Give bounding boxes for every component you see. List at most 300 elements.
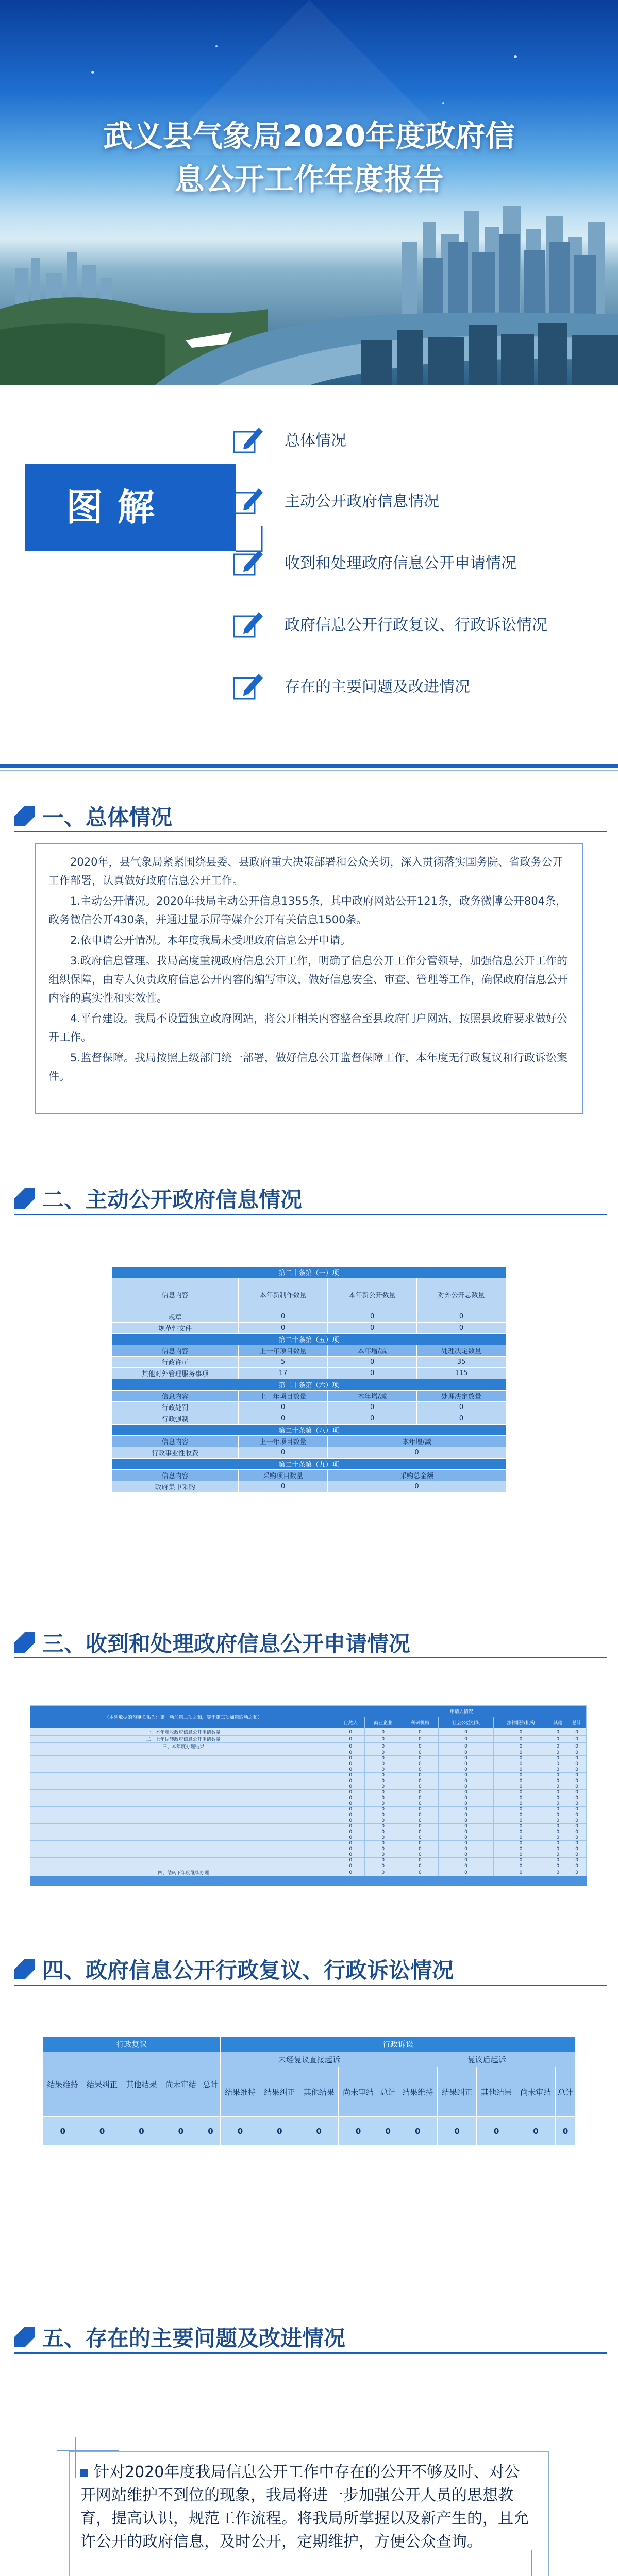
table-col-header: 结果纠正 xyxy=(438,2067,477,2117)
table-col-header: 上一年项目数量 xyxy=(239,1391,328,1402)
table-row xyxy=(30,1743,587,1750)
table-row xyxy=(30,1773,587,1778)
table-cell: 0 xyxy=(299,2117,339,2146)
table-group-header: 第二十条第（五）项 xyxy=(112,1334,506,1345)
table-cell: 0 xyxy=(493,1756,548,1761)
table-cell: 0 xyxy=(364,1728,402,1736)
table-cell: 0 xyxy=(402,1835,439,1841)
table-cell: 0 xyxy=(567,1812,587,1818)
table-cell: 0 xyxy=(337,1743,364,1750)
table-cell: 0 xyxy=(402,1863,439,1869)
table-cell: 0 xyxy=(567,1824,587,1829)
table-cell: 0 xyxy=(201,2117,221,2146)
table-row xyxy=(30,1852,587,1858)
applications-table-grid xyxy=(30,1705,587,1876)
toc-item-applications[interactable] xyxy=(232,546,516,577)
divider xyxy=(0,764,618,768)
table-cell: 0 xyxy=(548,1835,567,1841)
table-cell: 0 xyxy=(439,1818,494,1824)
section-badge-icon xyxy=(14,2327,35,2347)
table-cell: 0 xyxy=(493,1773,548,1778)
overview-paragraph: 4.平台建设。我局不设置独立政府网站，将公开相关内容整合至县政府门户网站，按照县政府要求做好公开工作。 xyxy=(48,1012,568,1043)
table-col-header: 总计 xyxy=(378,2067,398,2117)
table-cell: 规章 xyxy=(112,1311,239,1323)
toc-item-label: 主动公开政府信息情况 xyxy=(285,493,439,511)
table-cell: 0 xyxy=(364,1761,402,1767)
table-group-header: 行政诉讼 xyxy=(221,2037,576,2052)
table-cell: 0 xyxy=(417,1402,506,1413)
section-title: 一、总体情况 xyxy=(42,805,173,830)
table-row-label xyxy=(30,1773,337,1778)
divider xyxy=(0,770,618,771)
section-rule xyxy=(14,831,607,832)
table-cell: 0 xyxy=(402,1841,439,1846)
table-cell: 0 xyxy=(328,1323,417,1334)
table-cell: 0 xyxy=(364,1790,402,1795)
table-cell: 115 xyxy=(417,1368,506,1379)
table-cell: 0 xyxy=(439,1767,494,1773)
table-cell: 0 xyxy=(493,1807,548,1812)
table-row xyxy=(30,1824,587,1829)
table-cell: 0 xyxy=(328,1368,417,1379)
table-cell: 行政强制 xyxy=(112,1413,239,1425)
table-cell: 0 xyxy=(337,1852,364,1858)
table-col-header: 上一年项目数量 xyxy=(239,1345,328,1357)
table-cell: 0 xyxy=(493,1841,548,1846)
section-rule xyxy=(14,1214,607,1215)
table-row-label xyxy=(30,1818,337,1824)
table-cell: 0 xyxy=(337,1778,364,1784)
table-col-header: 采购项目数量 xyxy=(239,1470,328,1481)
table-cell: 政府集中采购 xyxy=(112,1481,239,1493)
table-row xyxy=(30,1846,587,1852)
table-cell: 0 xyxy=(337,1869,364,1876)
report-title xyxy=(0,114,618,201)
table-row-label xyxy=(30,1858,337,1863)
table-cell: 行政处罚 xyxy=(112,1402,239,1413)
table-cell: 5 xyxy=(239,1357,328,1368)
table-cell: 0 xyxy=(402,1824,439,1829)
table-col-header: 信息内容 xyxy=(112,1345,239,1357)
review-litigation-table xyxy=(43,2036,576,2146)
table-cell: 0 xyxy=(221,2117,260,2146)
table-cell: 0 xyxy=(439,1728,494,1736)
table-row-label xyxy=(30,1801,337,1807)
table-row xyxy=(30,1778,587,1784)
table-cell: 0 xyxy=(493,1846,548,1852)
table-cell: 0 xyxy=(364,1841,402,1846)
table-cell: 0 xyxy=(337,1846,364,1852)
section-rule xyxy=(14,2352,607,2354)
table-cell: 0 xyxy=(548,1795,567,1801)
section-badge-icon xyxy=(14,806,35,826)
table-col-header: 其他结果 xyxy=(299,2067,339,2117)
table-cell: 0 xyxy=(567,1728,587,1736)
table-cell: 0 xyxy=(402,1790,439,1795)
table-col-header: 未经复议直接起诉 xyxy=(221,2052,398,2067)
table-col-header: 总计 xyxy=(201,2052,221,2117)
overview-paragraph: 3.政府信息管理。我局高度重视政府信息公开工作，明确了信息公开工作分管领导，加强信息公开工作的组织保障，由专人负责政府信息公开内容的编写审议，做好信息安全、审查、管理等工作，确保政府信息公开内容的真实性和实效性。 xyxy=(48,955,568,1004)
table-cell: 0 xyxy=(567,1756,587,1761)
table-cell: 0 xyxy=(567,1778,587,1784)
section-badge-icon xyxy=(14,1188,35,1209)
table-cell: 0 xyxy=(548,1756,567,1761)
table-cell: 0 xyxy=(239,1481,328,1493)
table-cell: 0 xyxy=(364,1767,402,1773)
table-cell: 0 xyxy=(567,1795,587,1801)
table-cell: 0 xyxy=(82,2117,122,2146)
table-cell: 0 xyxy=(402,1784,439,1790)
table-cell: 0 xyxy=(402,1852,439,1858)
table-cell: 0 xyxy=(567,1790,587,1795)
table-cell: 0 xyxy=(548,1728,567,1736)
table-col-header: 上一年项目数量 xyxy=(239,1436,328,1447)
table-cell: 0 xyxy=(439,1869,494,1876)
table-row xyxy=(30,1756,587,1761)
table-cell: 0 xyxy=(493,1790,548,1795)
toc-item-overview[interactable] xyxy=(232,423,346,454)
table-cell: 0 xyxy=(548,1736,567,1743)
table-cell: 0 xyxy=(548,1807,567,1812)
toc-item-review-litigation[interactable] xyxy=(232,608,547,639)
table-row-label xyxy=(30,1835,337,1841)
table-cell: 0 xyxy=(364,1835,402,1841)
table-col-header: 结果纠正 xyxy=(260,2067,299,2117)
table-cell: 0 xyxy=(337,1807,364,1812)
section-badge-icon xyxy=(14,1632,35,1653)
table-cell: 0 xyxy=(417,1311,506,1323)
table-cell: 0 xyxy=(239,1323,328,1334)
table-cell: 0 xyxy=(439,1835,494,1841)
table-col-header: 总计 xyxy=(556,2067,576,2117)
section-badge-icon xyxy=(14,1959,35,1979)
table-cell: 0 xyxy=(364,1736,402,1743)
table-cell: 0 xyxy=(548,1829,567,1835)
table-cell: 0 xyxy=(337,1790,364,1795)
table-cell: 0 xyxy=(417,1323,506,1334)
table-cell: 0 xyxy=(402,1829,439,1835)
table-col-header: （本列数据的勾稽关系为：第一项加第二项之和，等于第三项加第四项之和） xyxy=(30,1706,337,1728)
table-cell: 0 xyxy=(567,1773,587,1778)
table-cell: 0 xyxy=(364,1869,402,1876)
table-cell: 0 xyxy=(328,1413,417,1425)
table-cell: 0 xyxy=(364,1818,402,1824)
table-col-header: 结果纠正 xyxy=(82,2052,122,2117)
table-cell: 0 xyxy=(260,2117,299,2146)
table-col-header: 对外公开总数量 xyxy=(417,1278,506,1311)
table-cell: 0 xyxy=(477,2117,516,2146)
table-cell: 0 xyxy=(402,1736,439,1743)
table-col-header: 其他结果 xyxy=(122,2052,161,2117)
table-cell: 0 xyxy=(548,1767,567,1773)
table-col-header: 法律服务机构 xyxy=(493,1717,548,1728)
table-cell: 0 xyxy=(548,1852,567,1858)
table-cell: 0 xyxy=(567,1829,587,1835)
section-header-problems xyxy=(14,2321,345,2352)
table-cell: 0 xyxy=(439,1852,494,1858)
table-col-header: 本年增/减 xyxy=(328,1391,417,1402)
table-row-label xyxy=(30,1852,337,1858)
table-cell: 0 xyxy=(567,1743,587,1750)
table-cell: 0 xyxy=(548,1824,567,1829)
table-cell: 0 xyxy=(548,1841,567,1846)
table-cell: 0 xyxy=(567,1761,587,1767)
table-row xyxy=(30,1761,587,1767)
table-cell: 0 xyxy=(567,1846,587,1852)
table-row xyxy=(30,1807,587,1812)
table-cell: 0 xyxy=(493,1750,548,1756)
table-cell: 0 xyxy=(548,1863,567,1869)
section-title: 四、政府信息公开行政复议、行政诉讼情况 xyxy=(42,1958,454,1983)
toc-item-label: 政府信息公开行政复议、行政诉讼情况 xyxy=(285,616,547,634)
table-row xyxy=(30,1858,587,1863)
table-cell: 0 xyxy=(364,1795,402,1801)
table-cell: 0 xyxy=(567,1852,587,1858)
table-cell: 0 xyxy=(567,1807,587,1812)
table-cell: 0 xyxy=(364,1784,402,1790)
table-cell: 0 xyxy=(43,2117,82,2146)
table-row-label xyxy=(30,1750,337,1756)
table-row xyxy=(30,1829,587,1835)
table-cell: 0 xyxy=(567,1818,587,1824)
table-col-header: 结果维持 xyxy=(398,2067,437,2117)
table-col-header: 复议后起诉 xyxy=(398,2052,575,2067)
table-cell: 0 xyxy=(402,1767,439,1773)
table-cell: 0 xyxy=(493,1812,548,1818)
table-cell: 0 xyxy=(364,1863,402,1869)
table-cell: 0 xyxy=(548,1743,567,1750)
table-cell: 0 xyxy=(337,1812,364,1818)
table-cell: 0 xyxy=(439,1841,494,1846)
table-cell: 0 xyxy=(398,2117,437,2146)
table-cell: 0 xyxy=(548,1773,567,1778)
table-cell: 0 xyxy=(364,1778,402,1784)
problems-paragraph: 针对2020年度我局信息公开工作中存在的公开不够及时、对公开网站维护不到位的现象，我局将进一步加强公开人员的思想教育，提高认识，规范工作流程。将我局所掌握以及新产生的，且允许公开的政府信息，及时公开，定期维护，方便公众查询。 xyxy=(80,2463,529,2551)
table-cell: 0 xyxy=(337,1736,364,1743)
table-row-label xyxy=(30,1829,337,1835)
table-row xyxy=(30,1795,587,1801)
section-title: 三、收到和处理政府信息公开申请情况 xyxy=(42,1631,411,1656)
table-cell: 0 xyxy=(328,1357,417,1368)
section-title: 二、主动公开政府信息情况 xyxy=(42,1187,303,1212)
table-row-label: 三、本年度办理结果 xyxy=(30,1743,337,1750)
table-cell: 0 xyxy=(439,1829,494,1835)
table-cell: 0 xyxy=(439,1743,494,1750)
table-cell: 0 xyxy=(364,1807,402,1812)
table-cell: 0 xyxy=(239,1447,328,1459)
table-col-header: 其他结果 xyxy=(477,2067,516,2117)
table-cell: 0 xyxy=(567,1841,587,1846)
table-cell: 0 xyxy=(439,1863,494,1869)
table-col-header: 尚未审结 xyxy=(516,2067,555,2117)
table-cell: 0 xyxy=(337,1767,364,1773)
table-row-label xyxy=(30,1767,337,1773)
table-cell: 0 xyxy=(337,1756,364,1761)
table-cell: 0 xyxy=(493,1818,548,1824)
table-cell: 0 xyxy=(439,1784,494,1790)
table-cell: 0 xyxy=(516,2117,555,2146)
table-cell: 0 xyxy=(402,1812,439,1818)
table-group-header: 行政复议 xyxy=(43,2037,221,2052)
hero-banner xyxy=(0,0,618,385)
table-cell: 行政许可 xyxy=(112,1357,239,1368)
table-cell: 0 xyxy=(439,1736,494,1743)
toc-item-label: 存在的主要问题及改进情况 xyxy=(285,678,470,696)
table-cell: 0 xyxy=(364,1858,402,1863)
table-cell: 0 xyxy=(567,1858,587,1863)
table-cell: 0 xyxy=(337,1829,364,1835)
table-cell: 0 xyxy=(402,1869,439,1876)
toc-item-problems[interactable] xyxy=(232,670,470,701)
table-cell: 0 xyxy=(439,1756,494,1761)
table-row xyxy=(30,1863,587,1869)
table-cell: 0 xyxy=(439,1778,494,1784)
table-cell: 0 xyxy=(493,1736,548,1743)
table-cell: 0 xyxy=(402,1801,439,1807)
overview-text-box xyxy=(35,843,583,1114)
section-header-active-disclosure xyxy=(14,1183,302,1214)
table-cell: 0 xyxy=(328,1481,506,1493)
table-group-header: 第二十条第（一）项 xyxy=(112,1267,506,1278)
table-row-label xyxy=(30,1795,337,1801)
report-title-line-1: 武义县气象局2020年度政府信 xyxy=(103,118,515,154)
table-cell: 0 xyxy=(122,2117,161,2146)
table-cell: 0 xyxy=(402,1750,439,1756)
toc-item-active-disclosure[interactable] xyxy=(232,484,439,515)
table-cell: 0 xyxy=(439,1750,494,1756)
table-col-header: 尚未审结 xyxy=(339,2067,378,2117)
table-cell: 0 xyxy=(493,1728,548,1736)
pen-icon xyxy=(232,423,266,454)
active-disclosure-table xyxy=(111,1266,506,1493)
table-cell: 0 xyxy=(493,1778,548,1784)
table-cell: 0 xyxy=(548,1790,567,1795)
table-cell: 0 xyxy=(567,1869,587,1876)
table-cell: 0 xyxy=(337,1795,364,1801)
table-row xyxy=(30,1784,587,1790)
table-cell: 0 xyxy=(439,1795,494,1801)
table-row xyxy=(30,1812,587,1818)
table-row-label xyxy=(30,1790,337,1795)
table-cell: 0 xyxy=(364,1829,402,1835)
table-row-label xyxy=(30,1841,337,1846)
table-col-header: 信息内容 xyxy=(112,1391,239,1402)
table-cell: 0 xyxy=(161,2117,201,2146)
table-row-label xyxy=(30,1784,337,1790)
pen-icon xyxy=(232,484,266,515)
table-cell: 0 xyxy=(337,1858,364,1863)
table-cell: 0 xyxy=(364,1743,402,1750)
table-cell: 0 xyxy=(548,1761,567,1767)
table-cell: 0 xyxy=(364,1750,402,1756)
table-cell: 0 xyxy=(337,1801,364,1807)
table-cell: 0 xyxy=(328,1402,417,1413)
table-group-header: 第二十条第（六）项 xyxy=(112,1379,506,1391)
table-cell: 0 xyxy=(548,1869,567,1876)
table-row-label xyxy=(30,1824,337,1829)
table-row xyxy=(30,1728,587,1736)
problems-text xyxy=(80,2461,534,2553)
table-cell: 17 xyxy=(239,1368,328,1379)
table-cell: 0 xyxy=(337,1841,364,1846)
table-cell: 0 xyxy=(439,1858,494,1863)
table-cell: 0 xyxy=(328,1311,417,1323)
table-cell: 0 xyxy=(548,1818,567,1824)
table-cell: 0 xyxy=(548,1801,567,1807)
table-cell: 0 xyxy=(337,1784,364,1790)
table-cell: 0 xyxy=(567,1736,587,1743)
table-col-header: 本年新公开数量 xyxy=(328,1278,417,1311)
table-cell: 0 xyxy=(337,1761,364,1767)
table-cell: 0 xyxy=(493,1852,548,1858)
table-col-header: 信息内容 xyxy=(112,1278,239,1311)
table-cell: 0 xyxy=(493,1835,548,1841)
table-row xyxy=(30,1790,587,1795)
table-cell: 0 xyxy=(402,1858,439,1863)
table-row xyxy=(30,1835,587,1841)
toc-frame-decoration xyxy=(25,464,267,562)
table-col-header: 总计 xyxy=(567,1717,587,1728)
table-row-label xyxy=(30,1846,337,1852)
table-cell: 0 xyxy=(239,1402,328,1413)
table-cell: 0 xyxy=(402,1773,439,1778)
table-group-header: 第二十条第（九）项 xyxy=(112,1459,506,1470)
table-row-label: 一、本年新收政府信息公开申请数量 xyxy=(30,1728,337,1736)
toc-item-label: 收到和处理政府信息公开申请情况 xyxy=(285,554,516,572)
table-cell: 0 xyxy=(364,1773,402,1778)
table-cell: 0 xyxy=(364,1812,402,1818)
applications-table xyxy=(30,1705,587,1886)
table-cell: 0 xyxy=(402,1743,439,1750)
table-col-header: 信息内容 xyxy=(112,1470,239,1481)
table-cell: 0 xyxy=(364,1846,402,1852)
table-cell: 0 xyxy=(493,1767,548,1773)
report-title-line-2: 息公开工作年度报告 xyxy=(174,162,444,197)
table-cell: 0 xyxy=(337,1863,364,1869)
table-cell: 0 xyxy=(402,1795,439,1801)
table-cell: 0 xyxy=(567,1801,587,1807)
table-cell: 0 xyxy=(567,1784,587,1790)
table-cell: 35 xyxy=(417,1357,506,1368)
table-col-header: 自然人 xyxy=(337,1717,364,1728)
table-cell: 0 xyxy=(402,1818,439,1824)
overview-paragraph: 2.依申请公开情况。本年度我局未受理政府信息公开申请。 xyxy=(70,934,352,946)
table-cell: 0 xyxy=(548,1750,567,1756)
table-cell: 0 xyxy=(438,2117,477,2146)
table-cell: 0 xyxy=(337,1835,364,1841)
table-cell: 0 xyxy=(364,1824,402,1829)
table-cell: 0 xyxy=(493,1761,548,1767)
toc-label: 图解 xyxy=(25,464,236,551)
table-cell: 0 xyxy=(493,1784,548,1790)
section-header-review-litigation xyxy=(14,1954,454,1985)
table-cell: 0 xyxy=(493,1795,548,1801)
overview-paragraph: 5.监督保障。我局按照上级部门统一部署，做好信息公开监督保障工作，本年度无行政复议和行政诉讼案件。 xyxy=(48,1052,568,1082)
table-cell: 0 xyxy=(402,1728,439,1736)
table-row-label xyxy=(30,1807,337,1812)
table-row-label: 二、上年结转政府信息公开申请数量 xyxy=(30,1736,337,1743)
table-col-header: 结果维持 xyxy=(221,2067,260,2117)
table-row xyxy=(30,1736,587,1743)
table-cell: 0 xyxy=(439,1773,494,1778)
section-header-applications xyxy=(14,1627,410,1658)
table-col-header: 本年新制作数量 xyxy=(239,1278,328,1311)
table-cell: 0 xyxy=(402,1807,439,1812)
table-cell: 0 xyxy=(493,1743,548,1750)
table-cell: 0 xyxy=(439,1846,494,1852)
table-col-header: 本年增/减 xyxy=(328,1345,417,1357)
pen-icon xyxy=(232,670,266,701)
